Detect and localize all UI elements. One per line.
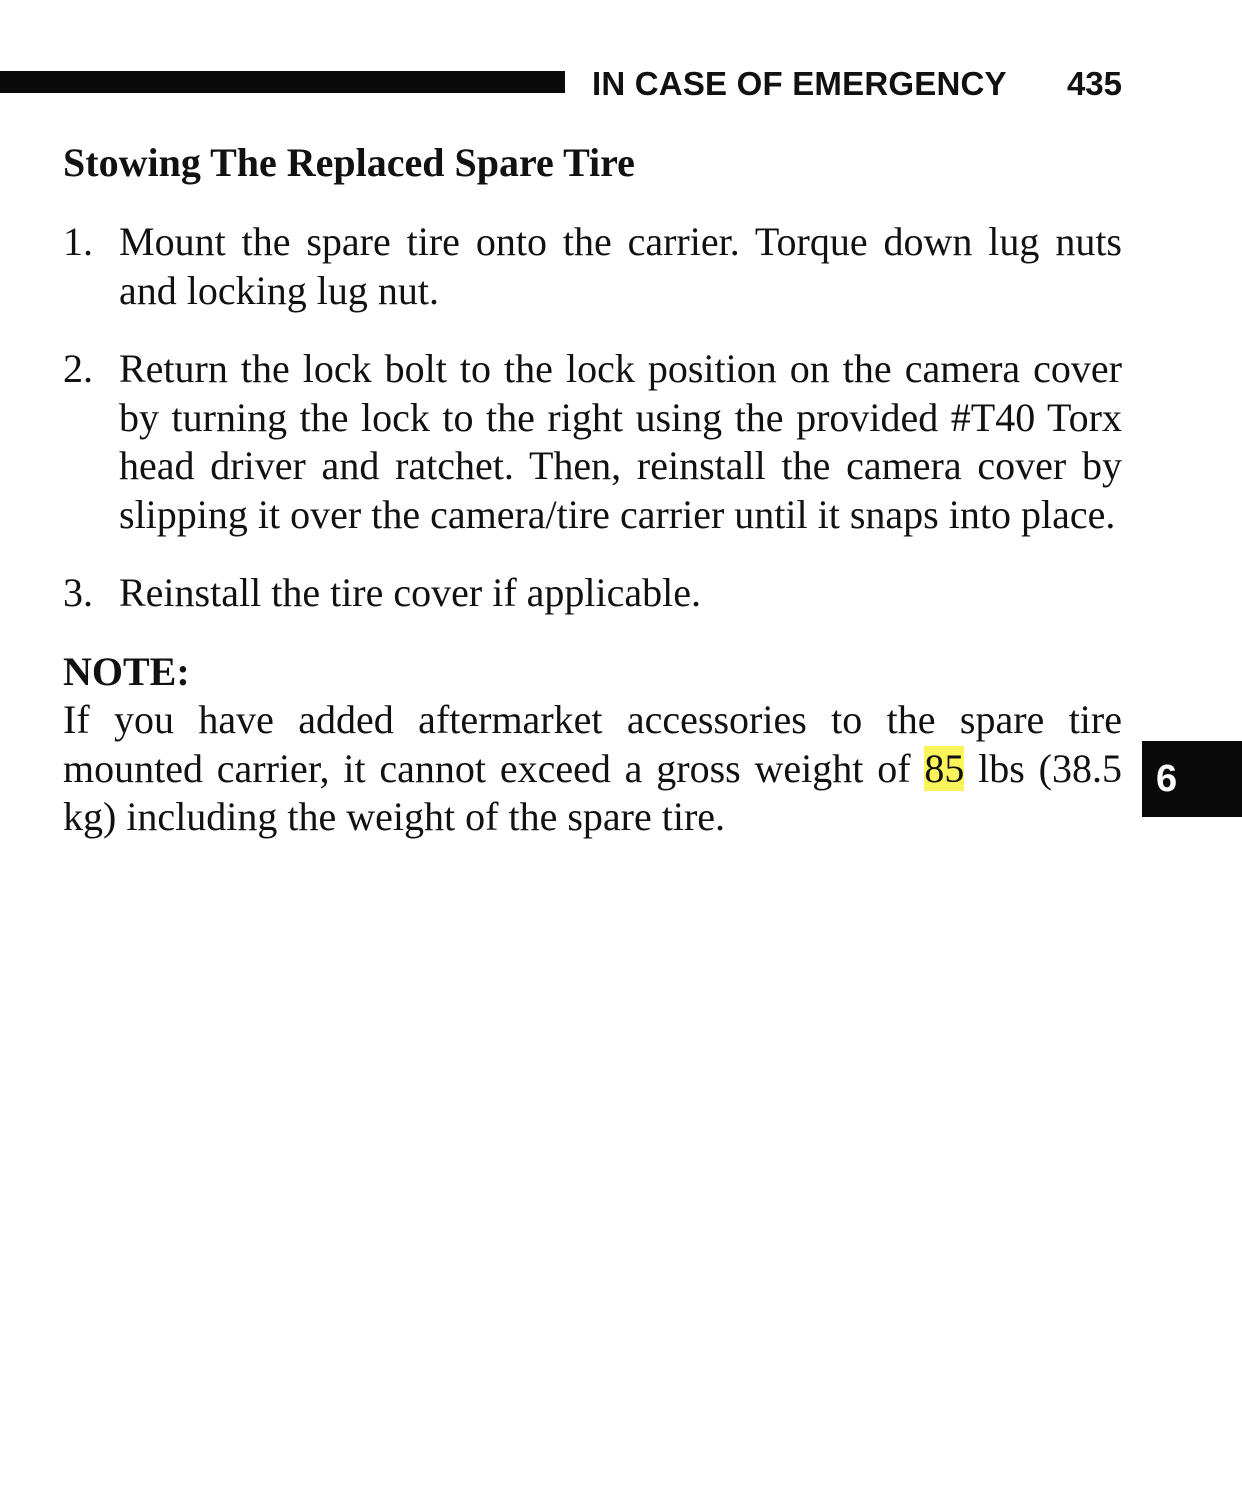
list-item <box>63 218 1122 315</box>
step-text: Reinstall the tire cover if applicable. <box>119 570 701 615</box>
header-rule <box>0 71 565 93</box>
page-content <box>63 138 1122 842</box>
note-text-before: If you have added aftermarket accessories to the spare tire mounted carrier, it cannot exceed a gross weight of <box>63 697 1122 791</box>
step-text: Return the lock bolt to the lock position on the camera cover by turning the lock to the right using the provided #T40 Torx head driver and ratchet. Then, reinstall the camera cover by slipping it over the camera/tire carrier until it snaps into place. <box>119 346 1122 537</box>
list-item <box>63 569 1122 618</box>
page-number: 435 <box>1066 65 1122 102</box>
step-number: 2. <box>63 346 93 391</box>
steps-list <box>63 218 1122 618</box>
note-text <box>63 696 1122 842</box>
chapter-tab[interactable]: 6 <box>1142 741 1242 817</box>
step-number: 1. <box>63 219 93 264</box>
search-highlight[interactable]: 85 <box>924 745 965 791</box>
step-number: 3. <box>63 570 93 615</box>
note-text-after: lbs (38.5 kg) including the weight of the spare tire. <box>63 745 1122 839</box>
running-header-title: IN CASE OF EMERGENCY <box>592 65 1007 102</box>
step-text: Mount the spare tire onto the carrier. Torque down lug nuts and locking lug nut. <box>119 219 1122 313</box>
section-heading: Stowing The Replaced Spare Tire <box>63 140 635 185</box>
note-label: NOTE: <box>63 648 190 694</box>
list-item <box>63 345 1122 539</box>
